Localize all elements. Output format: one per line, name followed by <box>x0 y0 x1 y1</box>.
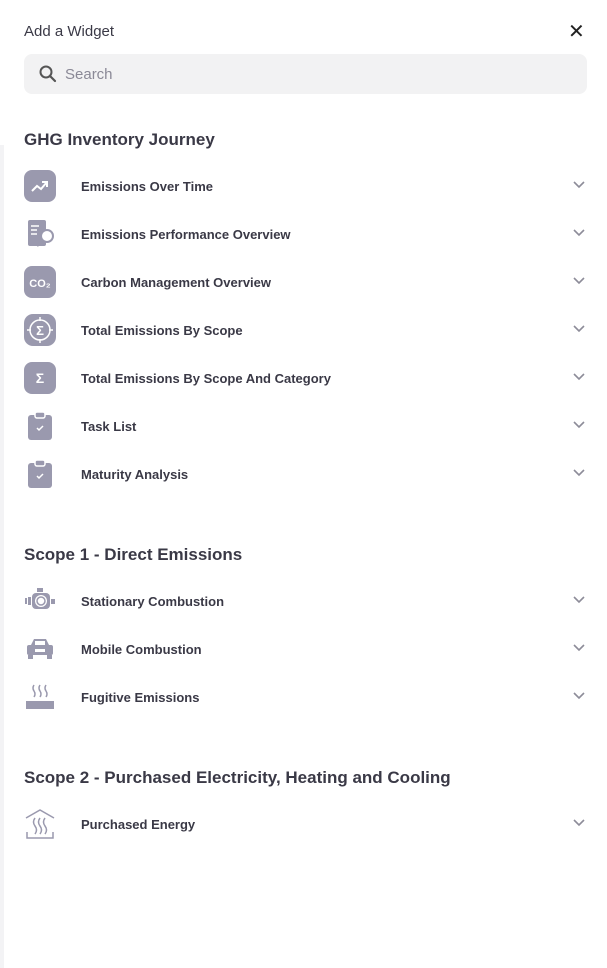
heating-icon <box>24 808 56 840</box>
expand-toggle[interactable] <box>571 320 587 341</box>
clipboard-check-icon <box>24 410 56 442</box>
expand-toggle[interactable] <box>571 272 587 293</box>
widget-label: Carbon Management Overview <box>81 274 271 290</box>
widget-item[interactable] <box>24 457 587 491</box>
car-icon <box>24 633 56 665</box>
expand-toggle[interactable] <box>571 814 587 835</box>
widget-label: Mobile Combustion <box>81 641 202 657</box>
widget-item[interactable] <box>24 169 587 203</box>
chevron-down-icon <box>571 464 587 480</box>
widget-label: Fugitive Emissions <box>81 689 200 705</box>
chevron-down-icon <box>571 176 587 192</box>
search-icon <box>39 65 57 83</box>
widget-label: Maturity Analysis <box>81 466 189 482</box>
expand-toggle[interactable] <box>571 464 587 485</box>
sigma-target-icon <box>24 314 56 346</box>
expand-toggle[interactable] <box>571 416 587 437</box>
section-title: Scope 1 - Direct Emissions <box>24 545 243 564</box>
widget-label: Emissions Over Time <box>81 178 213 194</box>
clipboard-check-icon <box>24 458 56 490</box>
chevron-down-icon <box>571 814 587 830</box>
widget-item[interactable] <box>24 361 587 395</box>
svg-text:CO₂: CO₂ <box>29 278 51 290</box>
widget-label: Task List <box>81 418 137 434</box>
chevron-down-icon <box>571 368 587 384</box>
widget-label: Stationary Combustion <box>81 593 225 609</box>
section-title: GHG Inventory Journey <box>24 130 215 149</box>
report-search-icon <box>24 218 56 250</box>
panel-edge <box>0 145 4 968</box>
expand-toggle[interactable] <box>571 224 587 245</box>
expand-toggle[interactable] <box>571 687 587 708</box>
widget-item[interactable] <box>24 313 587 347</box>
widget-item[interactable] <box>24 217 587 251</box>
widget-item[interactable] <box>24 632 587 666</box>
widget-item[interactable] <box>24 807 587 841</box>
trend-up-icon <box>24 170 56 202</box>
fugitive-gas-icon <box>24 681 56 713</box>
sigma-icon <box>24 362 56 394</box>
close-button[interactable]: ✕ <box>568 21 585 43</box>
widget-label: Emissions Performance Overview <box>81 226 291 242</box>
dialog-title: Add a Widget <box>24 23 115 40</box>
chevron-down-icon <box>571 639 587 655</box>
widget-item[interactable] <box>24 409 587 443</box>
expand-toggle[interactable] <box>571 639 587 660</box>
widget-label: Total Emissions By Scope And Category <box>81 370 331 386</box>
chevron-down-icon <box>571 591 587 607</box>
section-title: Scope 2 - Purchased Electricity, Heating and Cooling <box>24 768 451 787</box>
co2-icon <box>24 266 56 298</box>
expand-toggle[interactable] <box>571 368 587 389</box>
expand-toggle[interactable] <box>571 591 587 612</box>
chevron-down-icon <box>571 416 587 432</box>
widget-item[interactable] <box>24 584 587 618</box>
widget-label: Purchased Energy <box>81 816 196 832</box>
search-input[interactable] <box>65 66 545 83</box>
engine-icon <box>24 585 56 617</box>
chevron-down-icon <box>571 687 587 703</box>
widget-label: Total Emissions By Scope <box>81 322 243 338</box>
expand-toggle[interactable] <box>571 176 587 197</box>
search-field[interactable] <box>24 54 587 94</box>
chevron-down-icon <box>571 224 587 240</box>
widget-item[interactable] <box>24 265 587 299</box>
chevron-down-icon <box>571 320 587 336</box>
svg-text:Σ: Σ <box>36 323 44 338</box>
chevron-down-icon <box>571 272 587 288</box>
widget-item[interactable] <box>24 680 587 714</box>
svg-text:Σ: Σ <box>35 370 45 386</box>
